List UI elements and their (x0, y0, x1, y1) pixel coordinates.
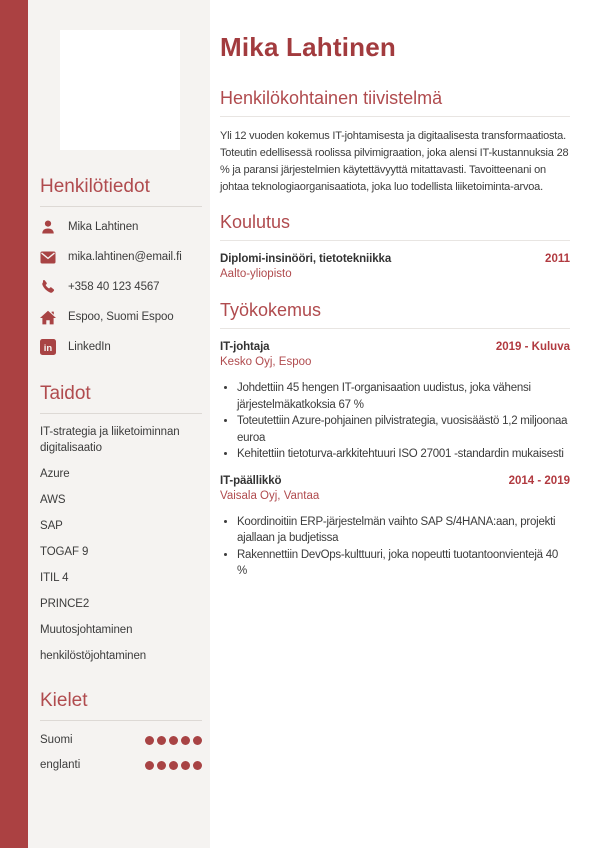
skill-item: SAP (40, 520, 63, 532)
phone-icon (40, 279, 56, 295)
language-name: englanti (40, 759, 81, 771)
contact-row-linkedin (40, 337, 202, 357)
job-bullet: • Toteutettiin Azure-pohjainen pilvistrategia, vuosisäästö 1,2 miljoonaa euroa (237, 413, 570, 446)
skill-item: Muutosjohtaminen (40, 624, 133, 636)
experience-section-heading: Työkokemus (220, 300, 570, 329)
level-dot (181, 736, 190, 745)
level-dot (169, 736, 178, 745)
level-dot (145, 736, 154, 745)
contact-row-phone (40, 277, 202, 297)
level-dot (145, 761, 154, 770)
level-dot (157, 761, 166, 770)
summary-section-heading: Henkilökohtainen tiivistelmä (220, 88, 570, 117)
user-icon (40, 219, 56, 235)
level-dot (169, 761, 178, 770)
job-bullet: • Rakennettiin DevOps-kulttuuri, joka nopeutti tuotantoonvientejä 40 % (237, 547, 570, 580)
summary-text: Yli 12 vuoden kokemus IT-johtamisesta ja digitaalisesta transformaatiosta. Toteutin edellisessä roolissa pilvimigraation, joka alensi IT-kustannuksia 28 % ja paransi järjestelmien käytettävyyttä mitattavasti. Tavoitteenani on johtaa teknologiaorganisaatiota, joka luo todellista liiketoiminta-arvoa. (220, 130, 569, 193)
person-name: Mika Lahtinen (220, 32, 396, 62)
language-row (40, 759, 202, 771)
education-degree: Diplomi-insinööri, tietotekniikka (220, 253, 392, 265)
contact-linkedin: LinkedIn (68, 341, 111, 353)
level-dot (181, 761, 190, 770)
language-level-dots (142, 761, 202, 770)
job-bullet-list (220, 380, 570, 463)
experience-entry (220, 341, 570, 463)
contact-section-heading: Henkilötiedot (40, 176, 202, 207)
contact-row-location (40, 307, 202, 327)
skill-item: PRINCE2 (40, 598, 90, 610)
skill-item: TOGAF 9 (40, 546, 89, 558)
sidebar (28, 0, 210, 848)
contact-location: Espoo, Suomi Espoo (68, 311, 174, 323)
education-date: 2011 (545, 253, 570, 265)
linkedin-icon (40, 339, 56, 355)
job-bullet: • Johdettiin 45 hengen IT-organisaation uudistus, joka vähensi järjestelmäkatkoksia 67 % (237, 380, 570, 413)
job-date: 2014 - 2019 (508, 474, 570, 487)
skill-item: henkilöstöjohtaminen (40, 650, 147, 662)
languages-section-heading: Kielet (40, 690, 202, 721)
job-bullet: • Kehitettiin tietoturva-arkkitehtuuri ISO 27001 -standardin mukaisesti (237, 446, 570, 463)
language-level-dots (142, 736, 202, 745)
accent-stripe (0, 0, 28, 848)
level-dot (193, 736, 202, 745)
language-row (40, 734, 202, 746)
job-company: Vaisala Oyj, Vantaa (220, 489, 320, 502)
education-school: Aalto-yliopisto (220, 268, 292, 280)
contact-row-email (40, 247, 202, 267)
home-icon (40, 309, 56, 325)
education-entry (220, 253, 570, 280)
main-content (220, 0, 570, 580)
skill-item: Azure (40, 468, 70, 480)
contact-email: mika.lahtinen@email.fi (68, 251, 182, 263)
skill-item: IT-strategia ja liiketoiminnan digitalisaatio (40, 426, 180, 454)
job-title: IT-päällikkö (220, 474, 282, 487)
level-dot (193, 761, 202, 770)
job-date: 2019 - Kuluva (495, 341, 570, 353)
education-section-heading: Koulutus (220, 212, 570, 241)
skill-item: ITIL 4 (40, 572, 69, 584)
job-bullet-list (220, 514, 570, 580)
job-title: IT-johtaja (220, 341, 270, 353)
skill-item: AWS (40, 494, 66, 506)
contact-row-name (40, 217, 202, 237)
skills-section-heading: Taidot (40, 383, 202, 414)
svg-text:in: in (43, 342, 53, 354)
profile-photo-placeholder (60, 30, 180, 150)
skills-list (40, 424, 202, 664)
contact-phone: +358 40 123 4567 (68, 281, 160, 293)
contact-name: Mika Lahtinen (68, 221, 139, 233)
job-bullet: • Koordinoitiin ERP-järjestelmän vaihto SAP S/4HANA:aan, projekti ajallaan ja budjetissa (237, 514, 570, 547)
job-company: Kesko Oyj, Espoo (220, 356, 312, 368)
email-icon (40, 249, 56, 265)
experience-entry (220, 475, 570, 580)
level-dot (157, 736, 166, 745)
language-name: Suomi (40, 734, 73, 746)
